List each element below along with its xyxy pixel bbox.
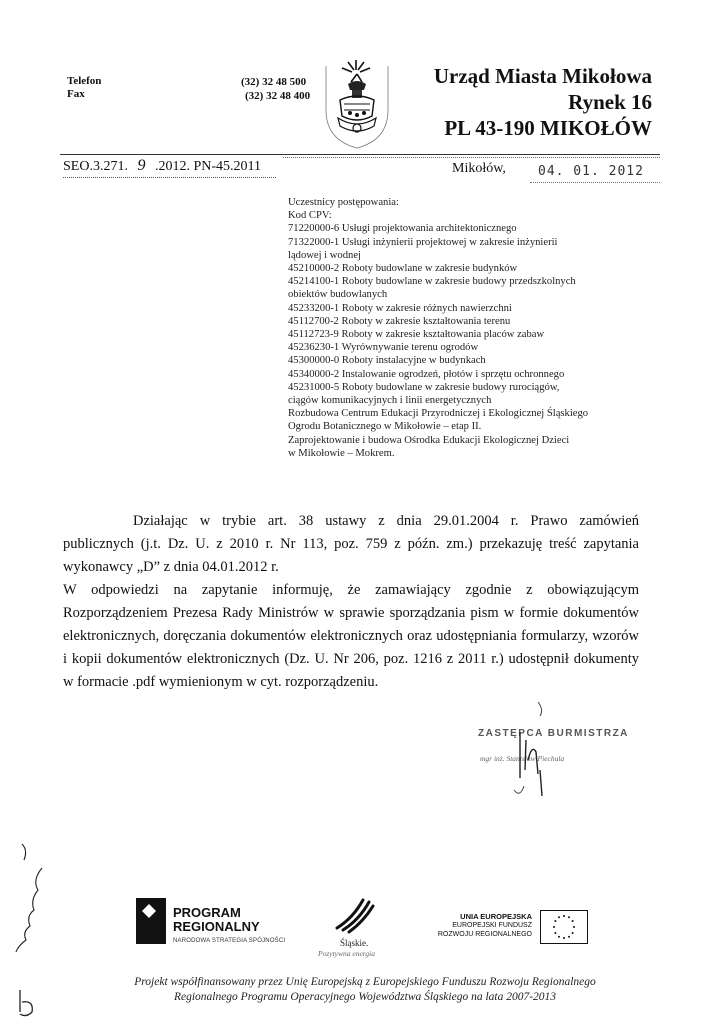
stamp-name: mgr inż. Stanisław Piechula [480,754,565,763]
reference-underline [63,177,276,178]
recipients-line: 45340000-2 Instalowanie ogrodzeń, płotów i sprzętu ochronnego [288,368,565,380]
recipients-line: lądowej i wodnej [288,249,361,261]
recipients-line: ciągów komunikacyjnych i linii energetycznych [288,395,492,407]
reference-prefix: SEO.3.271. [63,159,128,174]
recipients-block [288,196,653,460]
date-stamp: 04. 01. 2012 [538,164,644,179]
header-divider [60,154,660,155]
recipients-line: 45112723-9 Roboty w zakresie kształtowania placów zabaw [288,329,545,341]
recipients-line: Zaprojektowanie i budowa Ośrodka Edukacji Ekologicznej Dzieci [288,434,570,446]
recipients-line: Rozbudowa Centrum Edukacji Przyrodniczej i Ekologicznej Śląskiego [288,408,589,420]
stamp-title: ZASTĘPCA BURMISTRZA [478,728,629,739]
signature-icon [500,700,560,810]
slaskie-name: Śląskie. [340,938,369,948]
recipients-line: 45231000-5 Roboty budowlane w zakresie budowy rurociągów, [288,381,560,393]
body-line: w formacie .pdf wymienionym w cyt. rozporządzeniu. [63,674,379,690]
recipients-line: Uczestnicy postępowania: [288,197,399,208]
eu-line3: ROZWOJU REGIONALNEGO [437,931,532,938]
program-line1: PROGRAM [173,905,241,920]
recipients-line: Ogrodu Botanicznego w Mikołowie – etap II. [288,421,482,433]
margin-handwriting-icon [2,840,52,1020]
office-street: Rynek 16 [568,90,652,114]
fax-number: (32) 32 48 400 [245,90,311,102]
body-line: wykonawcy „D” z dnia 04.01.2012 r. [63,559,279,575]
body-line: Działając w trybie art. 38 ustawy z dnia 29.01.2004 r. Prawo zamówień [133,513,639,529]
body-line: Rozporządzeniem Prezesa Rady Ministrów w sprawie sporządzania pism w formie dokumentów [63,605,639,621]
slaskie-logo-icon [333,894,377,934]
recipients-line: obiektów budowlanych [288,289,388,301]
recipients-line: 45210000-2 Roboty budowlane w zakresie budynków [288,263,518,275]
recipients-line: 45112700-2 Roboty w zakresie kształtowania terenu [288,315,511,327]
program-line2: REGIONALNY [173,919,260,934]
eu-line2: EUROPEJSKI FUNDUSZ [452,922,532,929]
recipients-line: w Mikołowie – Mokrem. [288,447,395,459]
fax-label: Fax [67,88,85,100]
eu-flag-icon [540,910,588,944]
body-line: publicznych (j.t. Dz. U. z 2010 r. Nr 113, poz. 759 z późn. zm.) przekazuję treść zapytania [63,536,639,552]
date-underline [530,182,660,183]
office-name: Urząd Miasta Mikołowa [433,64,652,88]
footer-note-line2: Regionalnego Programu Operacyjnego Województwa Śląskiego na lata 2007-2013 [173,991,557,1003]
body-line: elektronicznych, doręczania dokumentów elektronicznych oraz udostępniania formularzy, wzorów [63,628,639,644]
letter-body [63,510,639,694]
place-label: Mikołów, [452,161,506,176]
recipients-line: 45236230-1 Wyrównywanie terenu ogrodów [288,342,479,354]
eu-line1: UNIA EUROPEJSKA [460,912,532,921]
reference-number [63,157,261,175]
program-regionalny-logo-icon [136,898,166,944]
phone-label: Telefon [67,75,102,87]
reference-suffix: .2012. PN-45.2011 [154,159,261,174]
body-line: W odpowiedzi na zapytanie informuję, że zamawiający zgodnie z obowiązującym [63,582,639,598]
reference-handwritten-digit: 9 [137,157,146,174]
header-divider-dotted [283,157,660,158]
recipients-line: 45214100-1 Roboty budowlane w zakresie budowy przedszkolnych [288,276,576,288]
office-postal-city: PL 43-190 MIKOŁÓW [444,116,652,140]
body-line: i kopii dokumentów elektronicznych (Dz. U. Nr 206, poz. 1216 z 2011 r.) udostępnił dokumenty [63,651,639,667]
slaskie-tagline: Pozytywna energia [318,949,376,958]
phone-number: (32) 32 48 500 [241,76,307,88]
recipients-line: Kod CPV: [288,210,332,222]
recipients-line: 45300000-0 Roboty instalacyjne w budynkach [288,355,486,367]
recipients-line: 71220000-6 Usługi projektowania architektonicznego [288,223,517,235]
program-line3: NARODOWA STRATEGIA SPÓJNOŚCI [173,938,286,944]
recipients-line: 45233200-1 Roboty w zakresie różnych nawierzchni [288,302,512,314]
recipients-line: 71322000-1 Usługi inżynierii projektowej w zakresie inżynierii [288,236,558,248]
footer-note-line1: Projekt współfinansowany przez Unię Europejską z Europejskiego Funduszu Rozwoju Regionalnego [134,976,596,988]
coat-of-arms-icon [318,60,396,152]
